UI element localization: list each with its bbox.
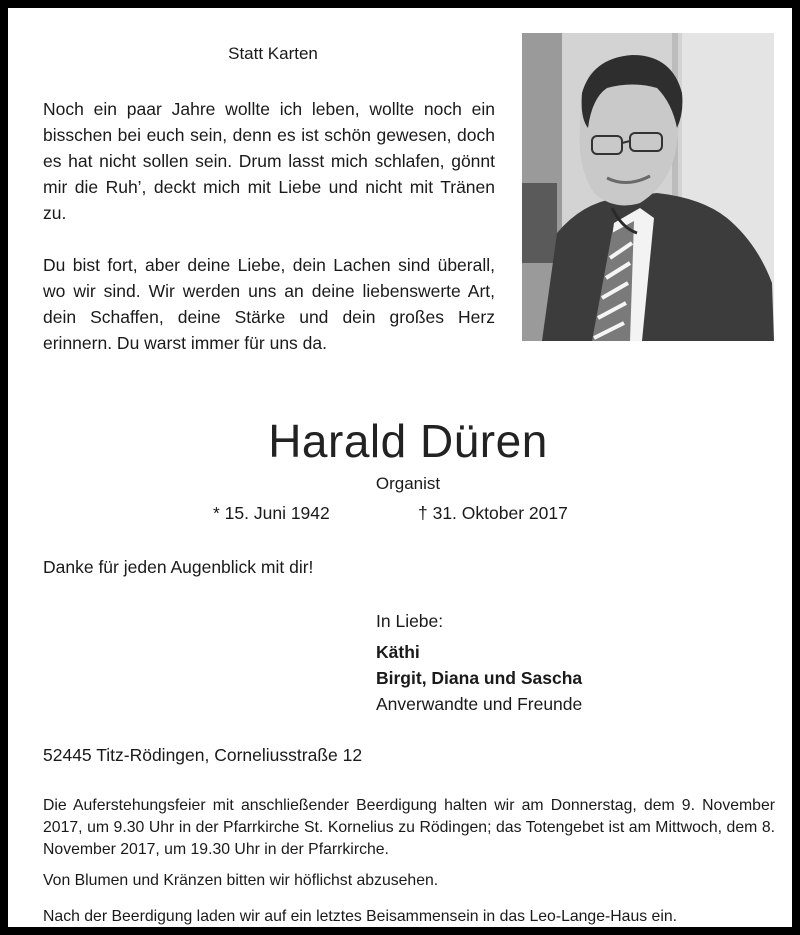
ceremony-info: Die Auferstehungsfeier mit anschließender Beerdigung halten wir am Donnerstag, dem 9. November 2017, um 9.30 Uhr in der Pfarrkirche St. Kornelius zu Rödingen; das Totengebet ist am Mittwoch, dem 8. November 2017, um 19.30 Uhr in der Pfarrkirche. — [43, 797, 775, 858]
family-member: Käthi — [376, 642, 420, 662]
portrait-photo — [522, 33, 774, 341]
thanks-line: Danke für jeden Augenblick mit dir! — [43, 557, 314, 577]
poem-paragraph-2: Du bist fort, aber deine Liebe, dein Lachen sind überall, wo wir sind. Wir werden uns an deine liebenswerte Art, dein Schaffen, deine Stärke und dein großes Herz erinnern. Du warst immer für uns da. — [43, 255, 495, 353]
family-intro: In Liebe: — [376, 611, 444, 631]
address: 52445 Titz-Rödingen, Corneliusstraße 12 — [43, 745, 363, 765]
header-text: Statt Karten — [228, 44, 318, 63]
deceased-name: Harald Düren — [268, 415, 548, 467]
birth-date: * 15. Juni 1942 — [213, 503, 330, 523]
family-member: Birgit, Diana und Sascha — [376, 668, 583, 688]
family-block — [376, 608, 582, 717]
poem-paragraph-1: Noch ein paar Jahre wollte ich leben, wollte noch ein bisschen bei euch sein, denn es ist schön gewesen, doch es hat nicht sollen sein. Drum lasst mich schlafen, gönnt mir die Ruh’, deckt mich mit Liebe und nicht mit Tränen zu. — [43, 99, 495, 223]
family-member: Anverwandte und Freunde — [376, 694, 583, 714]
profession: Organist — [375, 474, 441, 493]
gathering-note: Nach der Beerdigung laden wir auf ein letztes Beisammensein in das Leo-Lange-Haus ein. — [43, 908, 678, 925]
flowers-note: Von Blumen und Kränzen bitten wir höflichst abzusehen. — [43, 872, 439, 889]
death-date: † 31. Oktober 2017 — [418, 503, 568, 523]
